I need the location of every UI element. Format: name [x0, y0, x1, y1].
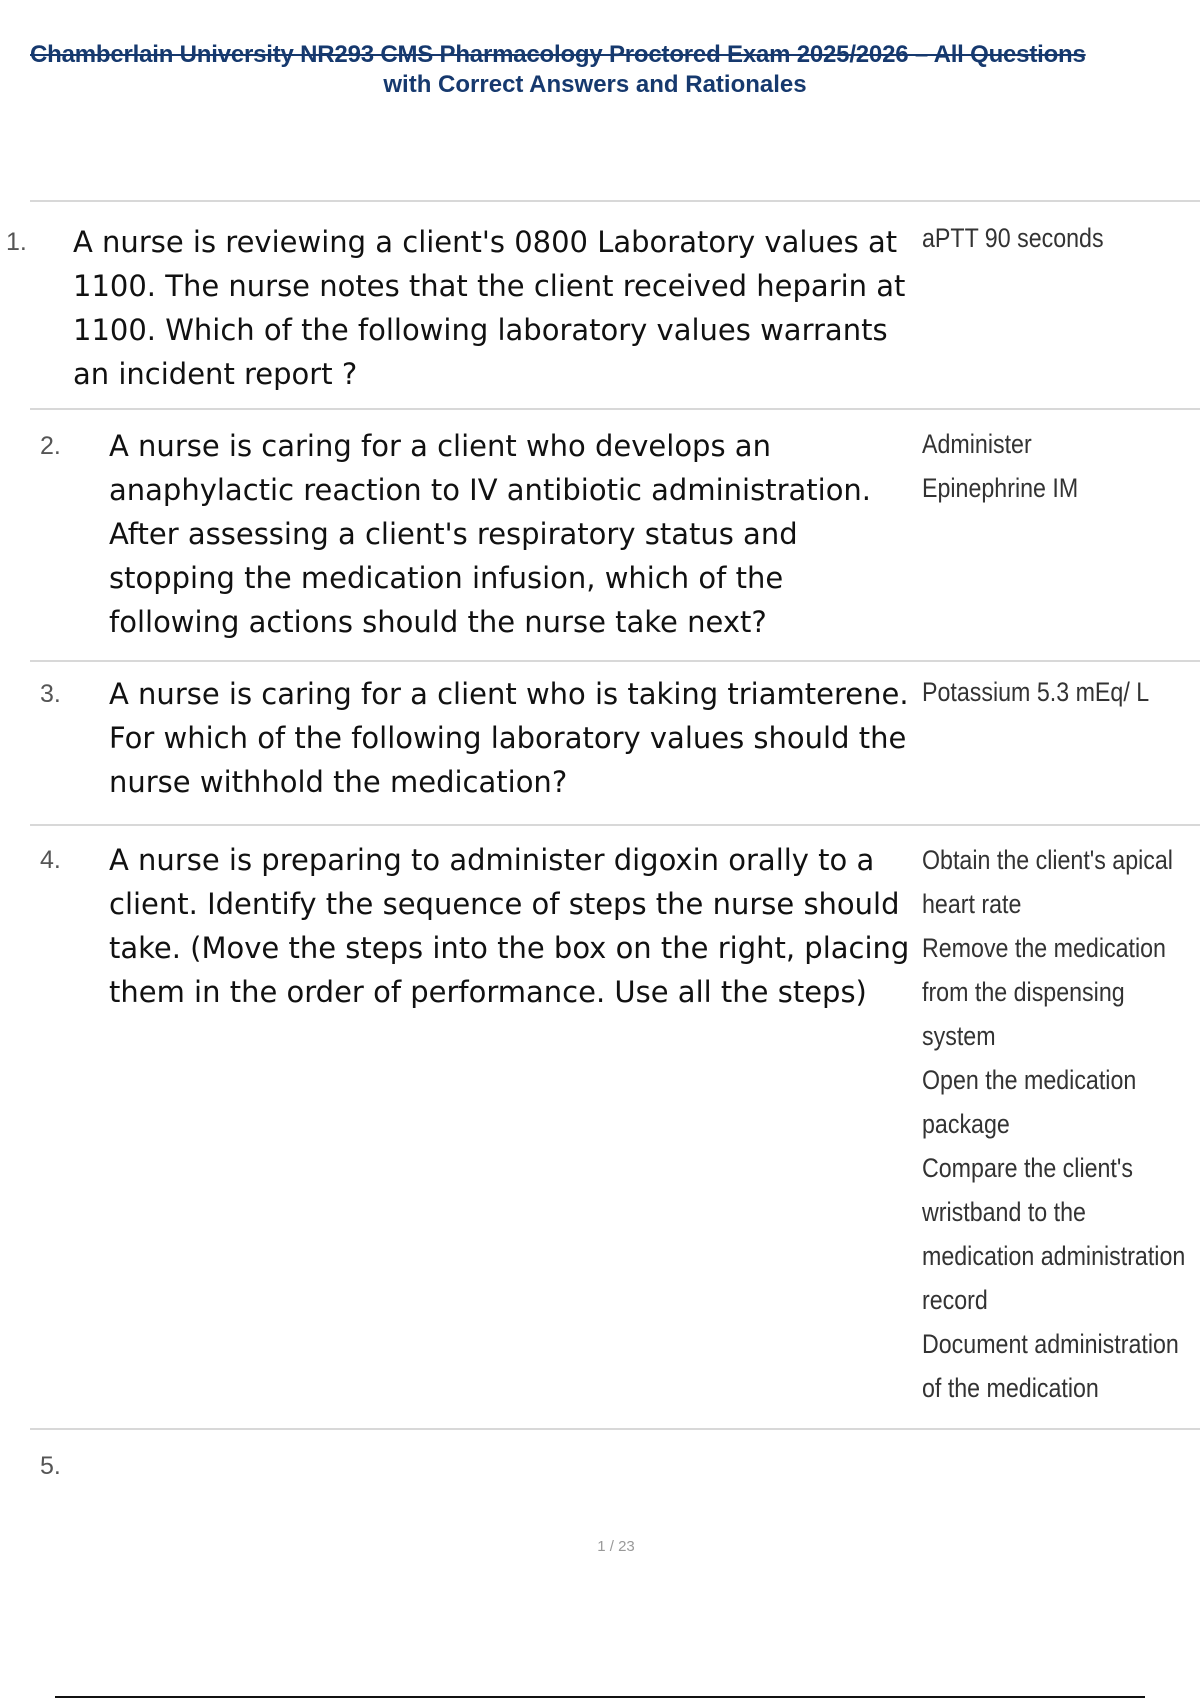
document-title-line-2: with Correct Answers and Rationales	[383, 71, 807, 98]
question-text: A nurse is caring for a client who is taking triamterene. For which of the following laboratory values should the nurse withhold the medication?	[109, 677, 909, 799]
answer-text	[922, 670, 1192, 714]
question-number: 1.	[6, 228, 27, 256]
question-number: 3.	[40, 680, 61, 708]
answer-step: Obtain the client's apical heart rate	[922, 845, 1173, 919]
answer-text	[922, 422, 1192, 510]
answer-item: Administer Epinephrine IM	[922, 429, 1079, 503]
question-row-2	[30, 408, 1200, 660]
answer-item: Potassium 5.3 mEq/ L	[922, 677, 1150, 707]
question-text: A nurse is caring for a client who develops an anaphylactic reaction to IV antibiotic administration. After assessing a client's respiratory status and stopping the medication infusion, which of the following actions should the nurse take next?	[109, 429, 872, 639]
question-row-5	[30, 1428, 1200, 1508]
document-header	[30, 40, 1200, 100]
answer-text	[922, 216, 1192, 260]
answer-step: Open the medication package	[922, 1065, 1137, 1139]
answer-step: Compare the client's wristband to the medication administration record	[922, 1153, 1186, 1315]
answer-step: Document administration of the medication	[922, 1329, 1179, 1403]
question-number: 2.	[40, 432, 61, 460]
question-row-1	[6, 200, 1200, 408]
question-number: 4.	[40, 846, 61, 874]
question-row-3	[30, 660, 1200, 824]
question-text: A nurse is reviewing a client's 0800 Laboratory values at 1100. The nurse notes that the client received heparin at 1100. Which of the following laboratory values warrants an incident report ?	[73, 225, 906, 391]
footer-divider	[55, 1696, 1145, 1698]
question-answer-table	[6, 200, 1200, 1508]
question-text: A nurse is preparing to administer digoxin orally to a client. Identify the sequence of steps the nurse should take. (Move the steps into the box on the right, placing them in the order of performance. Use all the steps)	[109, 843, 910, 1009]
page-number: 1 / 23	[597, 1538, 635, 1555]
question-row-4	[30, 824, 1200, 1428]
answer-item: aPTT 90 seconds	[922, 223, 1104, 253]
document-title-line-1: Chamberlain University NR293 CMS Pharmacology Proctored Exam 2025/2026 – All Questions	[30, 41, 1086, 68]
answer-step: Remove the medication from the dispensing system	[922, 933, 1166, 1051]
question-number: 5.	[40, 1452, 61, 1480]
answer-list	[922, 838, 1192, 1410]
